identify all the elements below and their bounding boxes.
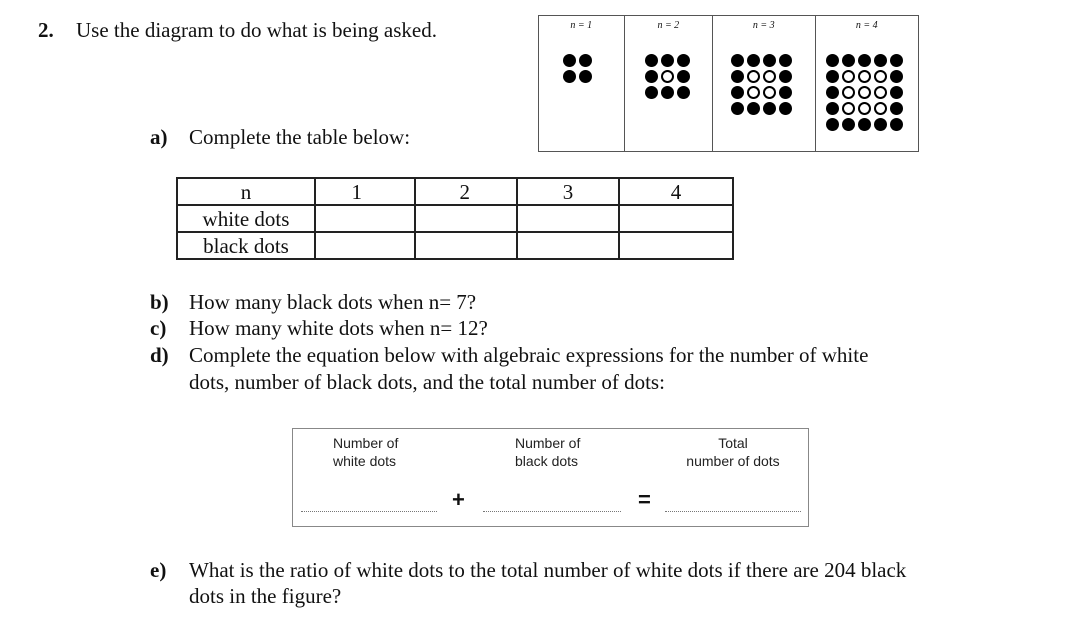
black-dot [890,86,903,99]
black-dot [731,102,744,115]
dot-grid-4 [826,54,903,131]
panel-label-2: n = 2 [657,20,680,31]
black-dot [661,54,674,67]
total-dots-heading [681,434,785,470]
table-header-n: n [177,178,315,205]
dot-grid-3 [731,54,792,115]
plus-sign: + [452,487,465,512]
black-dot [579,54,592,67]
pattern-panel-1 [539,16,625,151]
part-d-line2: dots, number of black dots, and the total number of dots: [189,370,665,394]
black-dot [563,70,576,83]
black-dot [890,54,903,67]
black-dot [661,86,674,99]
black-dot [677,54,690,67]
cell-black-3[interactable] [517,232,619,259]
black-dot [645,86,658,99]
black-dot [731,54,744,67]
cell-black-1[interactable] [315,232,415,259]
equals-sign: = [638,487,651,512]
white-dot [874,70,887,83]
question-prompt: Use the diagram to do what is being asked. [76,18,437,42]
black-dot [874,54,887,67]
white-dot [842,70,855,83]
table-header-2: 2 [415,178,517,205]
part-c-label: c) [150,316,167,340]
white-dot [858,70,871,83]
white-dot [763,86,776,99]
black-dot [890,118,903,131]
black-dot [731,86,744,99]
total-dots-answer-line[interactable] [665,511,801,512]
part-d-label: d) [150,343,169,367]
white-dots-heading-line2: white dots [333,453,397,469]
black-dot [826,86,839,99]
black-dot [645,70,658,83]
black-dot [779,102,792,115]
black-dot [858,54,871,67]
black-dot [890,102,903,115]
black-dot [677,86,690,99]
black-dots-heading-line1: Number of [515,435,581,451]
black-dot [645,54,658,67]
equation-box [292,428,809,527]
part-d-line1: Complete the equation below with algebraic expressions for the number of white [189,343,869,367]
black-dot [563,54,576,67]
black-dot [874,118,887,131]
table-header-4: 4 [619,178,733,205]
black-dot [779,70,792,83]
white-dot [747,86,760,99]
black-dot [842,118,855,131]
white-dot [874,102,887,115]
white-dot [661,70,674,83]
cell-white-2[interactable] [415,205,517,232]
white-dot [763,70,776,83]
black-dot [826,70,839,83]
panel-label-3: n = 3 [752,20,775,31]
black-dot [763,54,776,67]
white-dot [842,102,855,115]
table-header-1: 1 [315,178,415,205]
white-dot [874,86,887,99]
part-b-label: b) [150,290,169,314]
white-dot [747,70,760,83]
part-e-line1: What is the ratio of white dots to the total number of white dots if there are 204 black [189,558,907,582]
dot-grid-2 [645,54,690,99]
cell-black-2[interactable] [415,232,517,259]
cell-white-4[interactable] [619,205,733,232]
black-dots-answer-line[interactable] [483,511,621,512]
cell-white-1[interactable] [315,205,415,232]
panel-label-4: n = 4 [855,20,878,31]
table-row-white [177,205,733,232]
table-header-3: 3 [517,178,619,205]
black-dot [826,118,839,131]
black-dot [842,54,855,67]
black-dot [747,54,760,67]
black-dots-heading-line2: black dots [515,453,579,469]
black-dot [858,118,871,131]
black-dot [763,102,776,115]
white-dot [858,86,871,99]
black-dot [677,70,690,83]
white-dot [842,86,855,99]
question-number: 2. [38,18,54,42]
white-dot [858,102,871,115]
white-dots-answer-line[interactable] [301,511,437,512]
part-c-text: How many white dots when n= 12? [189,316,488,340]
part-a-text: Complete the table below: [189,125,411,149]
pattern-panel-3 [713,16,815,151]
answer-table [176,177,734,260]
pattern-panel-4 [816,16,918,151]
dot-grid-1 [563,54,592,83]
cell-black-4[interactable] [619,232,733,259]
part-e-line2: dots in the figure? [189,584,342,608]
cell-white-3[interactable] [517,205,619,232]
black-dot [890,70,903,83]
black-dots-heading [515,434,580,470]
black-dot [826,102,839,115]
black-dot [779,54,792,67]
total-dots-heading-line2: number of dots [686,453,780,469]
white-dots-heading [333,434,398,470]
table-row-black [177,232,733,259]
part-a-label: a) [150,125,168,149]
white-dots-heading-line1: Number of [333,435,399,451]
total-dots-heading-line1: Total [718,435,748,451]
row-label-white: white dots [177,205,315,232]
black-dot [779,86,792,99]
black-dot [731,70,744,83]
panel-label-1: n = 1 [570,20,593,31]
table-header-row [177,178,733,205]
dot-pattern-diagram [538,15,919,152]
row-label-black: black dots [177,232,315,259]
pattern-panel-2 [625,16,714,151]
black-dot [826,54,839,67]
black-dot [579,70,592,83]
part-e-label: e) [150,558,167,582]
black-dot [747,102,760,115]
part-b-text: How many black dots when n= 7? [189,290,477,314]
